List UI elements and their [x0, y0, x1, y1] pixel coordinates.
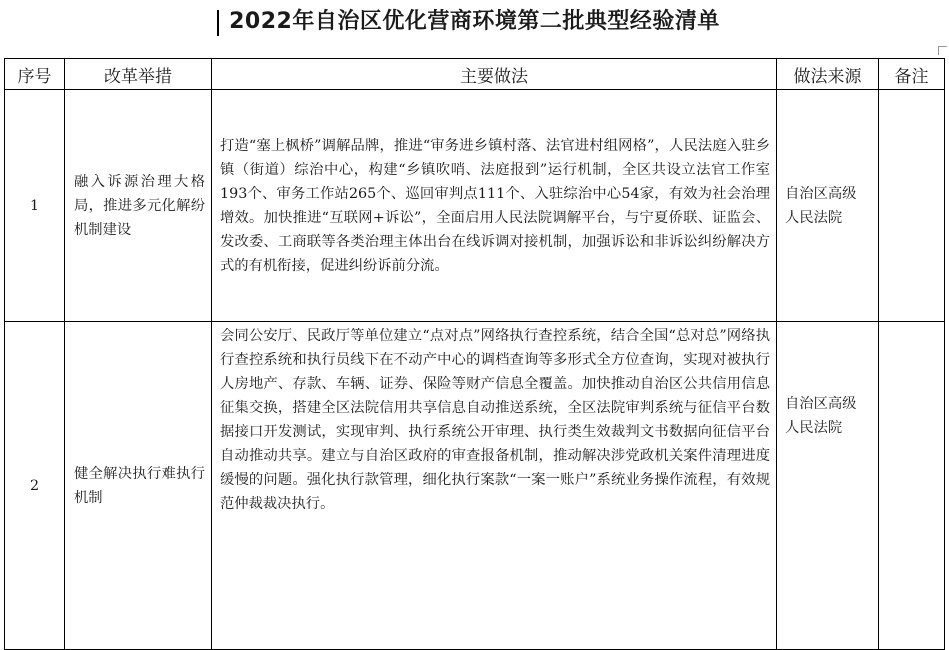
- document-title: 2022年自治区优化营商环境第二批典型经验清单: [229, 9, 720, 34]
- row-practice: 会同公安厅、民政厅等单位建立“点对点”网络执行查控系统，结合全国“总对总”网络执行查控系统和执行员线下在不动产中心的调档查询等多形式全方位查询，实现对被执行人房地产、存款、车辆、证券、保险等财产信息全覆盖。加快推动自治区公共信用信息征集交换，搭建全区法院信用共享信息自动推送系统，全区法院审判系统与征信平台数据接口开发测试，实现审判、执行系统公开审理、执行类生效裁判文书数据向征信平台自动推动共享。建立与自治区政府的审查报备机制，推动解决涉党政机关案件清理进度缓慢的问题。强化执行款管理，细化执行案款“一案一账户”系统业务操作流程，有效规范仲裁裁决执行。: [212, 322, 777, 650]
- table-row: [5, 90, 945, 322]
- row-source: 自治区高级人民法院: [777, 322, 879, 650]
- experience-table: [4, 58, 945, 650]
- header-source: 做法来源: [777, 59, 879, 90]
- row-measure: 融入诉源治理大格局，推进多元化解纷机制建设: [65, 90, 212, 322]
- row-serial: 1: [5, 90, 65, 322]
- row-measure: 健全解决执行难执行机制: [65, 322, 212, 650]
- row-source: 自治区高级人民法院: [777, 90, 879, 322]
- header-measure: 改革举措: [65, 59, 212, 90]
- row-remark: [879, 322, 945, 650]
- header-remark: 备注: [879, 59, 945, 90]
- header-practice: 主要做法: [212, 59, 777, 90]
- table-header-row: [5, 59, 945, 90]
- row-practice: 打造“塞上枫桥”调解品牌，推进“审务进乡镇村落、法官进村组网格”，人民法庭入驻乡镇（街道）综治中心，构建“乡镇吹哨、法庭报到”运行机制，全区共设立法官工作室193个、审务工作站265个、巡回审判点111个、入驻综治中心54家，有效为社会治理增效。加快推进“互联网+诉讼”，全面启用人民法院调解平台，与宁夏侨联、证监会、发改委、工商联等各类治理主体出台在线诉调对接机制，加强诉讼和非诉讼纠纷解决方式的有机衔接，促进纠纷诉前分流。: [212, 90, 777, 322]
- row-serial: 2: [5, 322, 65, 650]
- page-corner-mark: [938, 46, 947, 55]
- header-serial: 序号: [5, 59, 65, 90]
- text-cursor: [217, 10, 219, 36]
- table-row: [5, 322, 945, 650]
- row-remark: [879, 90, 945, 322]
